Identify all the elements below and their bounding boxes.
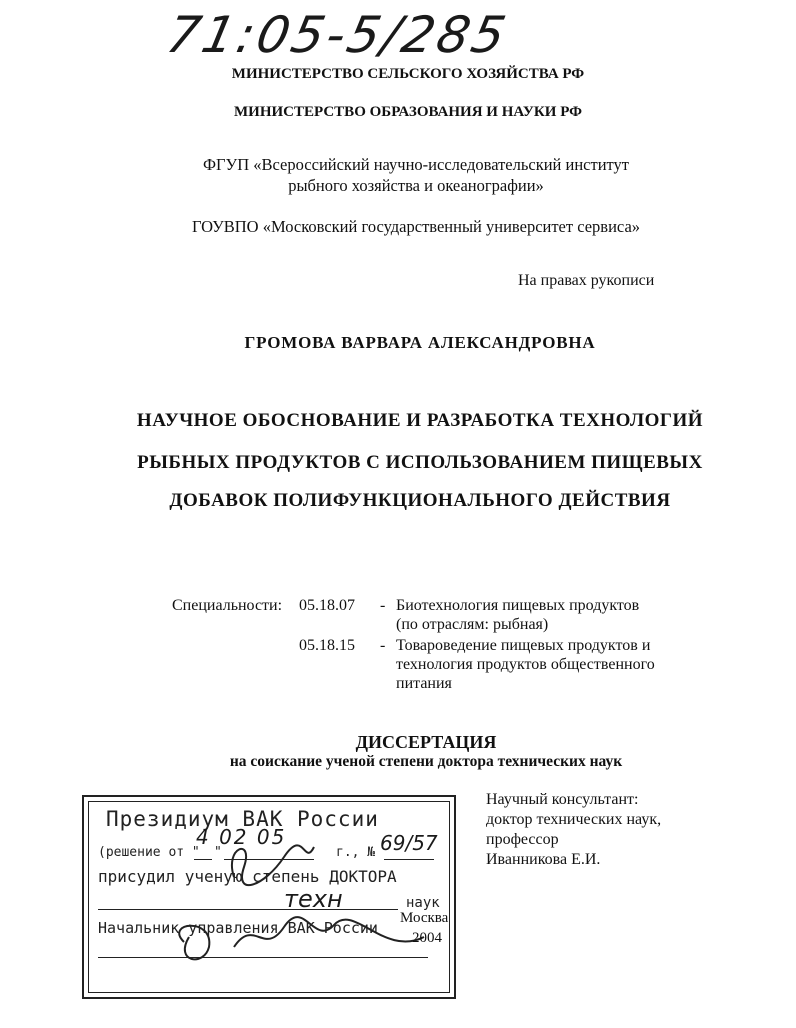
consultant-line2: доктор технических наук, [486,811,662,828]
stamp-decision-mid: " [214,845,222,860]
org2: ГОУВПО «Московский государственный университет сервиса» [191,217,641,236]
footer-city: Москва [400,910,449,926]
specialty-desc-1b: (по отраслям: рыбная) [396,616,549,633]
ministry-agriculture: МИНИСТЕРСТВО СЕЛЬСКОГО ХОЗЯЙСТВА РФ [231,66,585,82]
consultant-line3: профессор [486,831,559,848]
org1-line2: рыбного хозяйства и океанографии» [288,176,544,195]
consultant-line4: Иванникова Е.И. [486,851,601,868]
stamp-hand-number: 69/57 [380,831,438,855]
title-line1: НАУЧНОЕ ОБОСНОВАНИЕ И РАЗРАБОТКА ТЕХНОЛОГИЙ [136,410,704,431]
stamp-line5: Начальник управления ВАК России [98,919,378,937]
ministry-education: МИНИСТЕРСТВО ОБРАЗОВАНИЯ И НАУКИ РФ [234,104,582,120]
specialty-dash-1: - [380,597,386,614]
consultant-line1: Научный консультант: [486,791,639,808]
stamp-line4-suffix: наук [406,895,440,911]
dissertation-heading: ДИССЕРТАЦИЯ [355,732,497,752]
specialty-desc-2c: питания [396,675,452,692]
stamp-decision-prefix: (решение от " [98,845,200,860]
stamp-line3: присудил ученую степень ДОКТОРА [98,867,397,886]
footer-year: 2004 [412,930,442,946]
specialty-code-1: 05.18.07 [299,597,355,614]
specialty-dash-2: - [380,637,386,654]
stamp-hand-date: 4 02 05 [196,825,287,849]
stamp-signature [84,797,454,997]
title-line3: ДОБАВОК ПОЛИФУНКЦИОНАЛЬНОГО ДЕЙСТВИЯ [169,490,671,511]
dissertation-subheading: на соискание ученой степени доктора технических наук [229,753,623,770]
vak-stamp [82,795,456,999]
stamp-line1: Президиум ВАК России [106,807,379,831]
stamp-hand-science: техн [284,885,343,913]
manuscript-rights: На правах рукописи [518,272,655,289]
specialty-desc-2b: технология продуктов общественного [396,656,655,673]
specialty-desc-1a: Биотехнология пищевых продуктов [396,597,640,614]
title-line2: РЫБНЫХ ПРОДУКТОВ С ИСПОЛЬЗОВАНИЕМ ПИЩЕВЫХ [137,452,703,473]
author-name: ГРОМОВА ВАРВАРА АЛЕКСАНДРОВНА [244,333,596,352]
specialties-label: Специальности: [172,597,283,614]
specialty-desc-2a: Товароведение пищевых продуктов и [396,637,651,654]
handwritten-code: 71:05-5/285 [161,6,514,64]
org1-line1: ФГУП «Всероссийский научно-исследовательский институт [202,155,629,174]
stamp-year-suffix: г., № [336,845,376,860]
specialty-code-2: 05.18.15 [299,637,355,654]
